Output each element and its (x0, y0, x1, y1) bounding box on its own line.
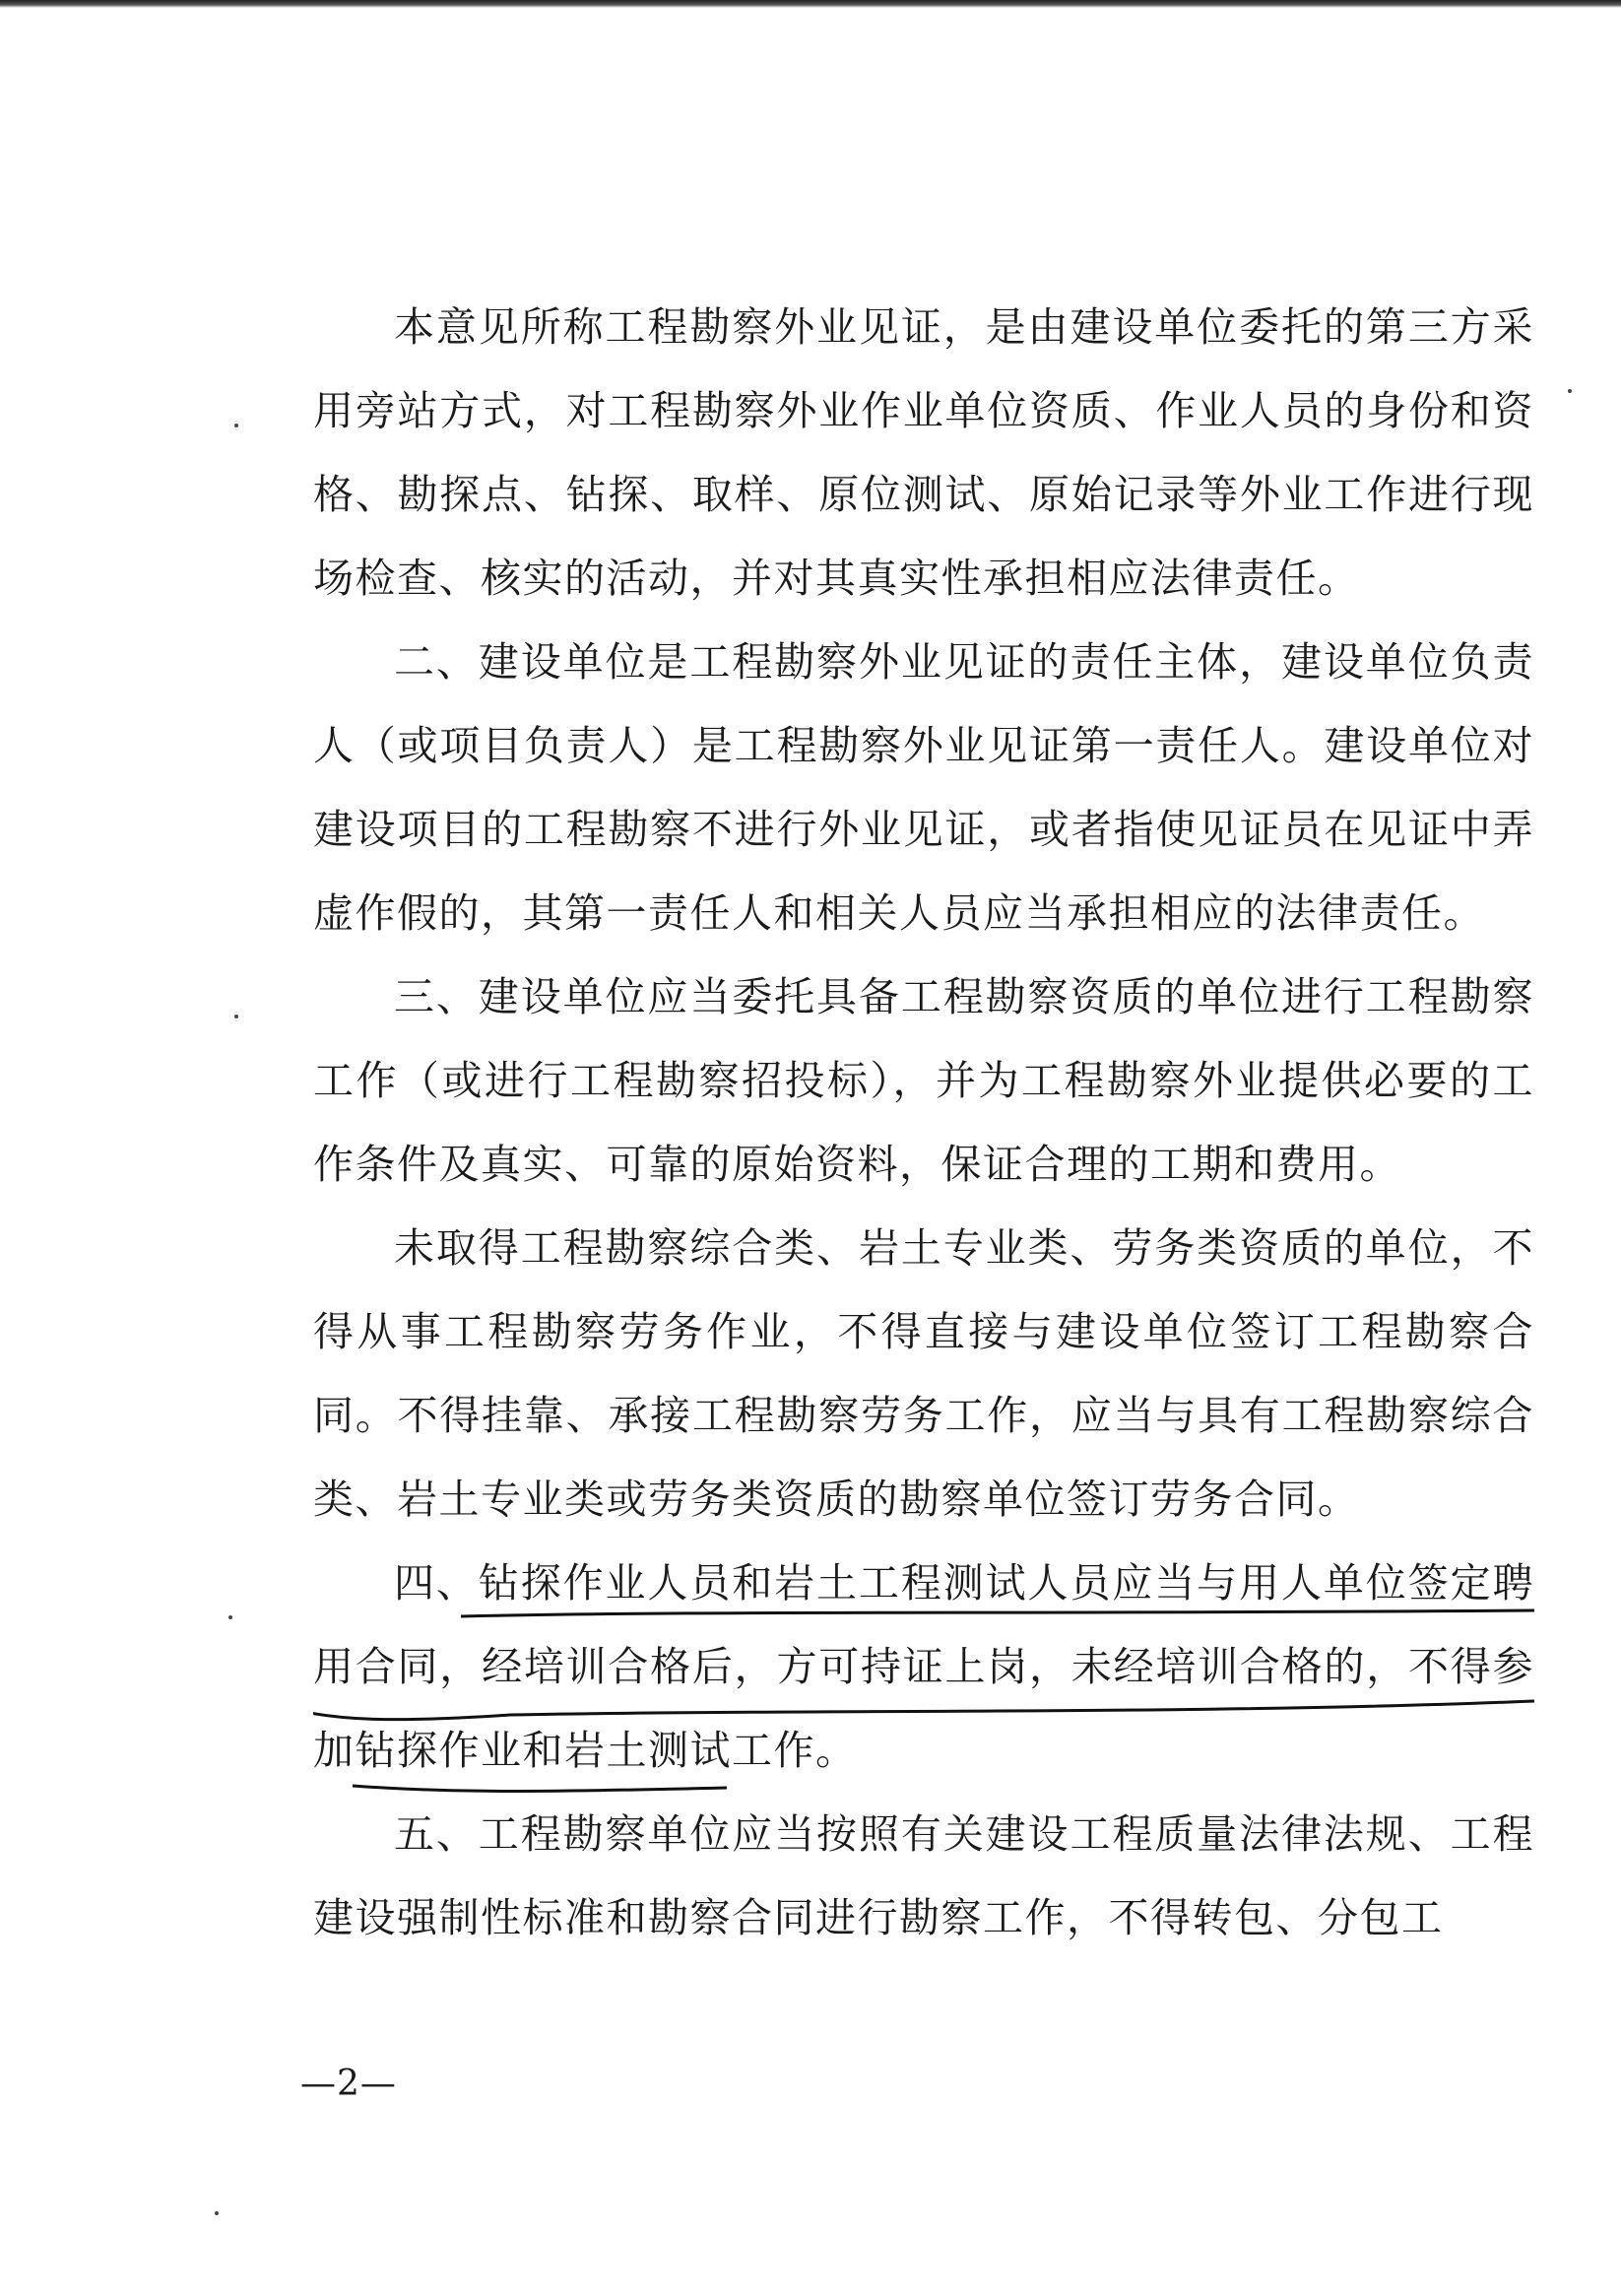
scan-speck (228, 1615, 232, 1619)
paragraph-qualification: 未取得工程勘察综合类、岩土专业类、劳务类资质的单位，不得从事工程勘察劳务作业，不得直接与建设单位签订工程勘察合同。不得挂靠、承接工程勘察劳务工作，应当与具有工程勘察综合类、岩土专业类或劳务类资质的勘察单位签订劳务合同。 (313, 1224, 1534, 1523)
scan-speck (215, 2211, 219, 2215)
scan-speck (1568, 389, 1572, 393)
scan-top-edge (0, 0, 1621, 8)
paragraph-section-2: 二、建设单位是工程勘察外业见证的责任主体，建设单位负责人（或项目负责人）是工程勘察外业见证第一责任人。建设单位对建设项目的工程勘察不进行外业见证，或者指使见证员在见证中弄虚作假的，其第一责任人和相关人员应当承担相应的法律责任。 (313, 638, 1534, 937)
page-number: —2— (300, 2064, 397, 2104)
scan-speck (234, 424, 238, 427)
paragraph-section-5: 五、工程勘察单位应当按照有关建设工程质量法律法规、工程建设强制性标准和勘察合同进行勘察工作，不得转包、分包工 (313, 1810, 1534, 1941)
document-body (313, 286, 1534, 1960)
underlined-section (313, 1542, 1534, 1793)
paragraph-section-4: 四、钻探作业人员和岩土工程测试人员应当与用人单位签定聘用合同，经培训合格后，方可持证上岗，未经培训合格的，不得参加钻探作业和岩土测试工作。 (313, 1559, 1534, 1774)
paragraph-section-3: 三、建设单位应当委托具备工程勘察资质的单位进行工程勘察工作（或进行工程勘察招投标），并为工程勘察外业提供必要的工作条件及真实、可靠的原始资料，保证合理的工期和费用。 (313, 973, 1534, 1188)
paragraph-definition: 本意见所称工程勘察外业见证，是由建设单位委托的第三方采用旁站方式，对工程勘察外业作业单位资质、作业人员的身份和资格、勘探点、钻探、取样、原位测试、原始记录等外业工作进行现场检查、核实的活动，并对其真实性承担相应法律责任。 (313, 303, 1534, 602)
scan-speck (234, 1015, 238, 1018)
